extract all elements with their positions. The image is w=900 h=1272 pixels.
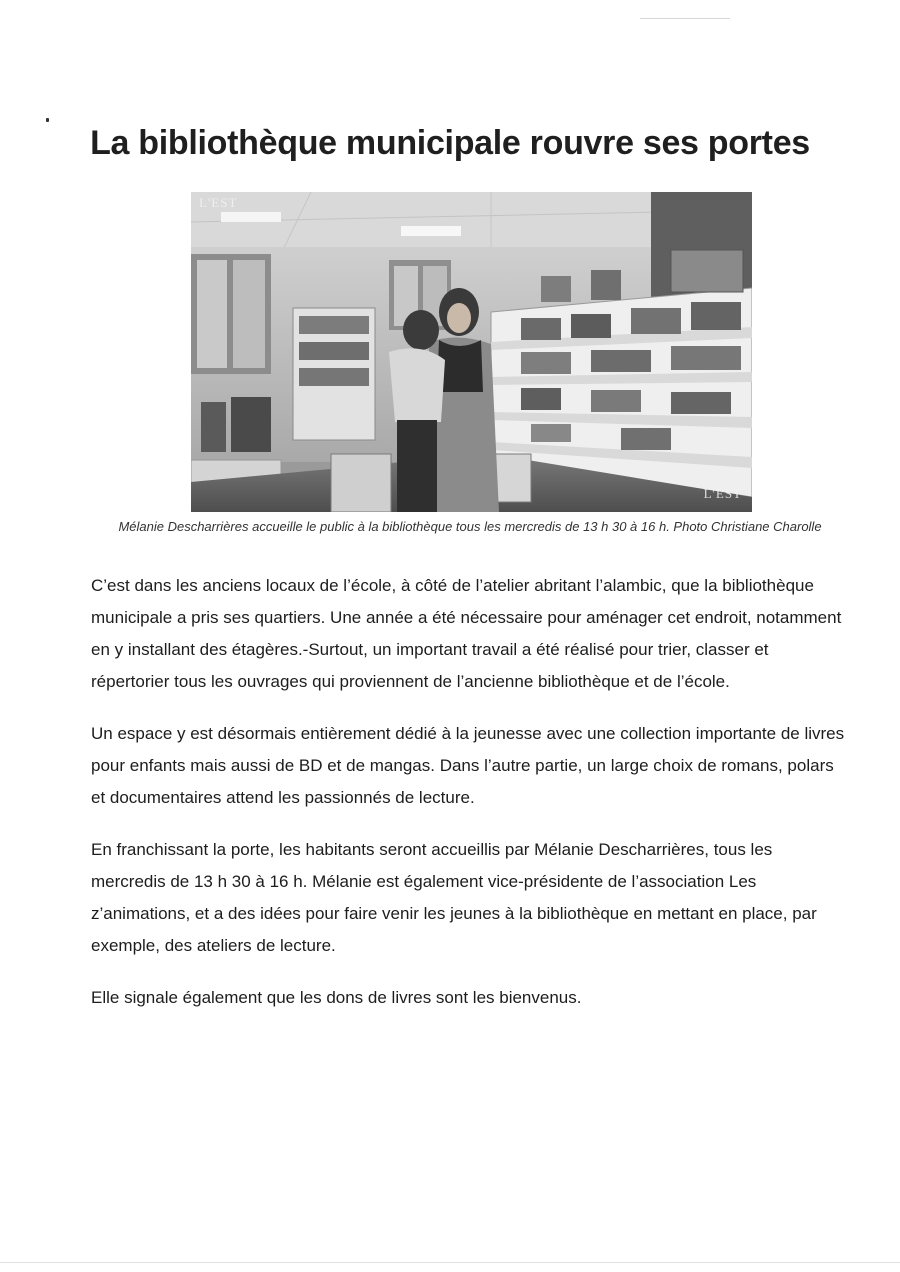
scan-artifact-line [640,18,730,19]
photo-caption: Mélanie Descharrières accueille le public à la bibliothèque tous les mercredis de 13 h 30 à 16 h. Photo Christiane Charolle [118,519,822,534]
article-headline: La bibliothèque municipale rouvre ses portes [90,124,810,162]
article-body [91,570,851,1034]
paragraph: Un espace y est désormais entièrement dédié à la jeunesse avec une collection importante de livres pour enfants mais aussi de BD et de mangas. Dans l’autre partie, un large choix de romans, polars et documentaires attend les passionnés de lecture. [91,724,845,807]
library-photo-illustration [191,192,752,512]
scan-artifact-mark [46,118,49,122]
paragraph: Elle signale également que les dons de livres sont les bienvenus. [91,988,582,1007]
paragraph: C’est dans les anciens locaux de l’école, à côté de l’atelier abritant l’alambic, que la bibliothèque municipale a pris ses quartiers. Une année a été nécessaire pour aménager cet endroit, notamment en y installant des étagères.-Surtout, un important travail a été réalisé pour trier, classer et répertorier tous les ouvrages qui proviennent de l’ancienne bibliothèque et de l’école. [91,576,842,691]
paragraph: En franchissant la porte, les habitants seront accueillis par Mélanie Descharrières, tous les mercredis de 13 h 30 à 16 h. Mélanie est également vice-présidente de l’association Les z’animations, et a des idées pour faire venir les jeunes à la bibliothèque en mettant en place, par exemple, des ateliers de lecture. [91,840,817,955]
photo-watermark-top: L'EST [199,195,238,210]
scan-artifact-line [0,1262,900,1263]
photo-watermark-bottom: L'EST [703,486,742,501]
article-photo [191,192,752,512]
